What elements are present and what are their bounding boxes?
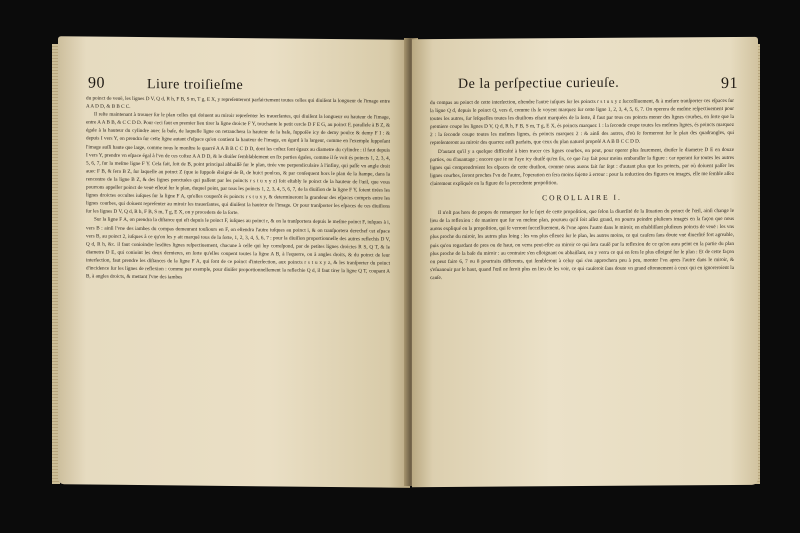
open-book	[52, 20, 760, 520]
paragraph: Il reſte maintenant à trouuer ſur le plan celles qui doiuent au miroir repreſenter les trauerſantes, qui diuiſent la longueur ou hauteur de l'image, entre A A B B, & C C D D. Pour ceci faut en premier lieu tirer la ligne droicte F Y, touchante le petit cercle D F E G, au poinct F, parallele à B Z, & égale à la hauteur du cylindre auec ſa baſe, de laquelle ligne on retranchera la hauteur de la baſe, ſuppoſée icy de demy poulce & demy F I : & depuis I vers Y, on prendra ſur cette ligne autant d'eſpace qu'en contient la hauteur de l'image, eu égard à la largeur, comme en l'exemple ſuppoſant l'image auſſi haute que large, comme nous le monſtre le quarré A A B B C C D D, dont les coſtez ſont égaux au diametre du cylindre : il faut depuis I vers Y, prendre vn eſpace égal à l'vn de ces coſtez A A D D, & le diuiſer ſemblablement en ſix parties égales, comme il ſe voit és poincts 1, 2, 3, 4, 5, 6, 7, ſur la meſme ligne F Y. Cela fait, ſoit de B, point principal abbaiſſé ſur le plan, tirée vne perpendiculaire à l'infiny, qui paſſe vn angle droit auec F B, & ſera B Z, ſur laquelle au poinct Z (que ie ſuppoſe éloigné de B, de huict poulces, & par conſequent hors le plan de la ſtampe, dans la rencontre de la ligne B Z, & des lignes ponctuées qui paſſent par les poincts r s t u x y z) ſoit eſtably le poinct de la hauteur de l'œil, que vous pourrons appeller poinct de veuë eſleué ſur le plan, duquel point, par tous les poincts 1, 2, 3, 4, 5, 6, 7, de la diuiſion de la ligne F Y, ſoient tirées les lignes droictes occultes iuſques ſur la ligne F A, qu'elles couperôt és poincts r s t u x y, & determineront la grandeur des eſpaces compris entre les lignes courbes, qui doiuent repreſenter au miroir les trauerſantes, qui diuiſent la hauteur de l'image. Or pour tranſporter les eſpaces de ces diuiſions ſur les lignes D V, Q d, R h, F B, S m, T g, E X, on y procedera de la ſorte.	[86, 111, 390, 217]
paragraph: D'autant qu'il y a quelque difficulté à bien tracer ces lignes courbes, on peut, pour operer plus ſeurement, diuiſer le diametre D E en douze parties, ou d'auantage ; encore que ie ne l'aye icy diuiſé qu'en ſix, ce que i'ay fait pour moins embaraſſer la figure : car operant ſur toutes les autres lignes qui comprendroient les eſpaces de cette diuiſion, comme nous auons fait ſur ſept : d'autant plus que les poincts, par où doiuent paſſer les lignes courbes, ſeront proches l'vn de l'autre, l'operation en ſera moins ſujette à erreur : pour la reduction des figures ou images, elle me ſemble aſſez clairement expliquée en la figure de la precedente propoſition.	[430, 146, 734, 188]
right-page-number: 91	[721, 74, 738, 93]
paragraph: Sur la ligne F A, on prendra la diſtance qui eſt depuis le poinct F, iuſques au poinct r, & on la tranſportera depuis le meſme poinct F, iuſques à i, vers B : ainſi l'vne des iambes du compas demeurant touſiours en F, on eſtendra l'autre iuſques au poinct i, & on tranſportera derechef cet eſpace vers B, au poinct 2, iuſques à ce qu'on les y ait marqué tous de la ſorte, 1, 2, 3, 4, 5, 6, 7 : pour la diuiſion proportionnelle des autres reflechis D V, Q d, R h, &c. il faut conioindre lesdites lignes reſpectiuement, chacune à celle qui luy correſpond, par de petites lignes droictes R S, Q T, & le diametre D E, qui conioint les deux dernieres, en ſorte qu'elles coupent toutes la ligne A B, à l'equerre, ou à angles droits, & du poinct de leur interſection, faut prendre les diſtances de la ligne F A, qui ſont de ce poinct d'interſection, aux poincts r s t u x y z, & les tranſporter du poinct d'incidence ſur les lignes de reflexion : comme par exemple, pour diuiſer proportionnellement la reflechie Q d, il faut tirer la ligne Q T, coupant A B, à angles droicts, & mettant l'vne des iambes	[86, 216, 390, 281]
paragraph: Il n'eſt pas hors de propos de remarquer ſur le ſujet de cette propoſition, que ſelon la diuerſité de la ſituation du poinct de l'œil, ainſi change le lieu de la reflexion : de maniere que ſur vn meſme plan, pourueu qu'il ſoit aſſez grand, on pourra peindre pluſieurs images en la façon que nous auons expliqué en la propoſition, qui ſe verront ſucceſſiuement, & l'vne apres l'autre dans le miroir, en eſtabliſſant pluſieurs poincts de veuë : les vns plus proche du miroir, les autres plus loing : les vns plus eſleuez ſur le plan, les autres moins, ce qui cauſera ſans doute vne diuerſité fort agreable, puis qu'en regardant de pres ou de haut, on verra peut-eſtre au miroir ce qui ſera cauſé par la reflexion de ce qu'on aura peint en la partie du plan plus proche de la baſe du miroir : au contraire s'en eſloignant ou abbaiſſant, on y verra ce qui en ſera le plus eſloigné ſur le plan : Et de cette façon on peut faire 6, 7 ou 8 pourtraits differents, qui ſembleront à celuy qui s'en approchera peu à peu, monter l'vn apres l'autre dans le miroir, & s'eſuanouir par le haut, quand l'œil ne ſeroit plus en lieu de les voir, ce qui cauſeroit ſans doute vn grand eſtonnement à ceux qui en ignoreroient la cauſe.	[430, 208, 734, 281]
left-page	[58, 36, 410, 488]
paragraph: du poinct de veuë, les lignes D V, Q d, R h, F B, S m, T g, E X, y repreſenteront parfaictement toutes celles qui diuiſent la longueur de l'image entre A A D D, & B B C C.	[86, 95, 390, 111]
left-running-head: Liure troiſieſme	[147, 77, 244, 94]
paragraph: du compas au poinct de cette interſection, eſtendre l'autre iuſques ſur les poincts r s t u x y z ſucceſſiuement, & à meſure tranſporter ces eſpaces ſur la ligne Q d, depuis le poinct Q, vers d, comme ils ſe voyent marquez ſur cette ligne 1, 2, 3, 4, 5, 6, 7. On operera de meſme reſpectiuement pour toutes les autres, ſur leſquelles toutes les diuiſions eſtant marquées de la ſorte, il faut par tous ces poincts mener des lignes courbes, en ſorte que la premiere coupe les lignes D V, Q d, R h, F B, S m, T g, E X, és poincts marquez 1 : la ſeconde coupe toutes les meſmes lignes, és poincts marquez 2 : la ſeconde coupe toutes les meſmes lignes, és poincts marquez 2 : & ainſi des autres, d'où ſe formeront ſur le plan des quadrangles, qui repreſenteront au miroir des quarrez auſſi parfaits, que ceux du plan naturel propoſé A A B B C C D D.	[430, 97, 734, 147]
left-page-body	[86, 94, 390, 283]
right-page	[412, 37, 758, 487]
left-page-number: 90	[88, 74, 105, 92]
right-page-body	[430, 97, 734, 282]
right-running-head: De la perſpectiue curieuſe.	[458, 75, 620, 92]
right-page-header	[458, 75, 738, 95]
section-heading: COROLLAIRE I.	[542, 192, 622, 203]
left-page-header	[88, 74, 243, 94]
